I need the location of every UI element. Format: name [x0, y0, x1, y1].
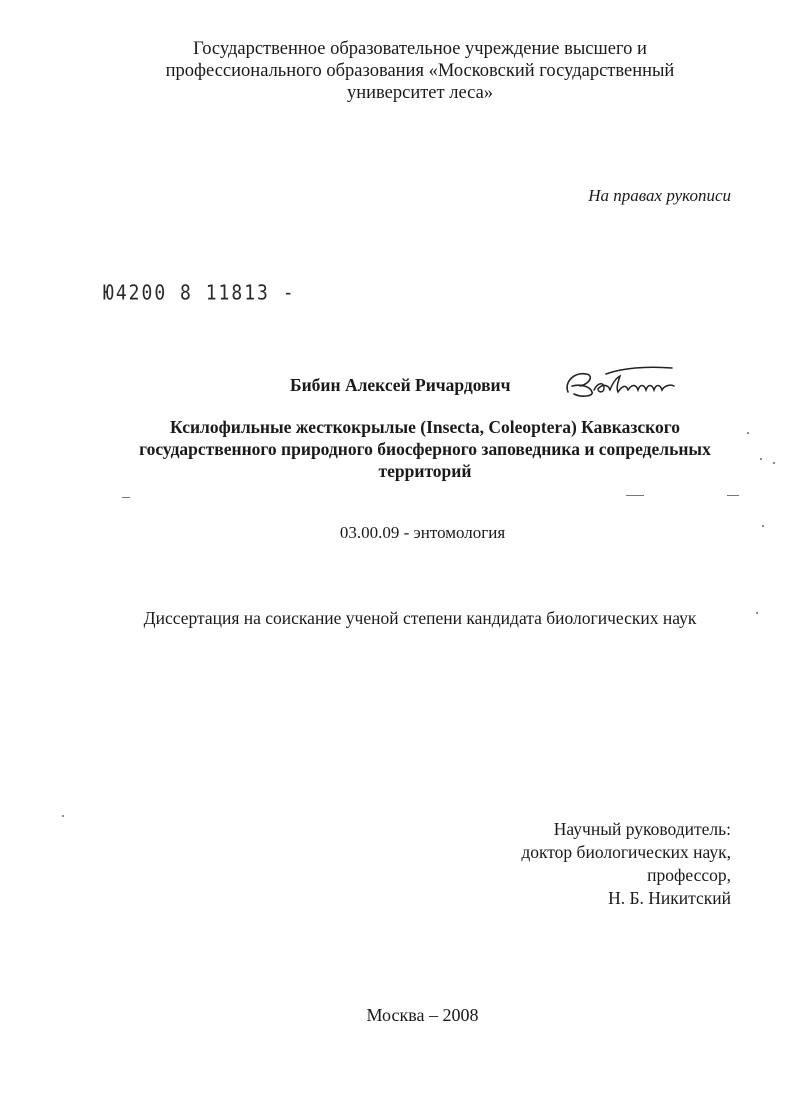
supervisor-line-3: профессор, [647, 865, 731, 885]
scientific-supervisor [521, 818, 731, 910]
supervisor-line-2: доктор биологических наук, [521, 842, 731, 862]
scan-artifact [62, 815, 64, 817]
scan-artifact [773, 462, 775, 464]
scan-artifact [747, 432, 749, 434]
library-stamp-number: Ю4200 8 11813 - [103, 281, 296, 306]
manuscript-rights-note: На правах рукописи [588, 186, 731, 205]
title-line-1: Ксилофильные жесткокрылые (Insecta, Coleoptera) Кавказского [169, 417, 681, 437]
institution-line-1: Государственное образовательное учреждение высшего и [193, 39, 647, 59]
institution-line-3: университет леса» [346, 83, 494, 103]
title-line-2: государственного природного биосферного заповедника и сопредельных [139, 439, 711, 459]
scan-artifact [756, 612, 758, 614]
degree-statement: Диссертация на соискание ученой степени кандидата биологических наук [143, 608, 697, 628]
dissertation-title [100, 416, 750, 482]
institution-header [90, 38, 750, 104]
supervisor-line-4: Н. Б. Никитский [608, 888, 731, 908]
handwritten-signature [560, 362, 680, 402]
scan-artifact [760, 458, 762, 460]
scan-artifact [762, 525, 764, 527]
title-line-3: территорий [378, 461, 472, 481]
scan-artifact [122, 497, 130, 498]
author-name: Бибин Алексей Ричардович [290, 375, 511, 395]
scan-artifact [727, 495, 739, 496]
city-year: Москва – 2008 [366, 1005, 479, 1025]
scan-artifact [626, 495, 644, 496]
institution-line-2: профессионального образования «Московский государственный [165, 61, 675, 81]
supervisor-line-1: Научный руководитель: [553, 819, 731, 839]
specialty-code: 03.00.09 - энтомология [339, 523, 506, 542]
